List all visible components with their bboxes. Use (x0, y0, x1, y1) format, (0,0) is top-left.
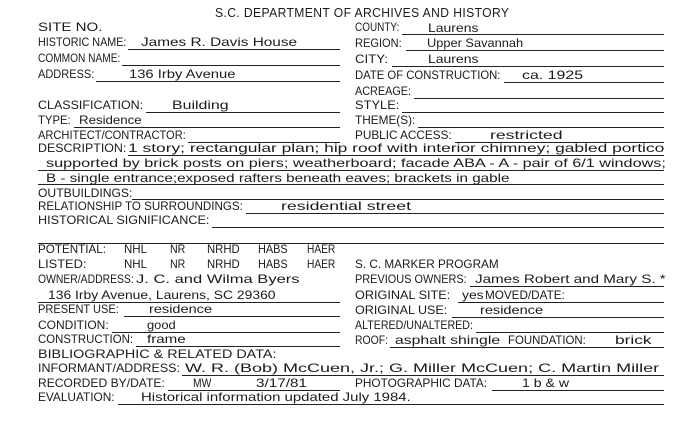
recorded-date-value: 3/17/81 (256, 376, 308, 390)
historic-name-label: HISTORIC NAME: (38, 35, 127, 49)
foundation-value: brick (615, 333, 652, 347)
style-line (402, 112, 664, 113)
region-label: REGION: (355, 36, 402, 50)
previous-owners-value: James Robert and Mary S. * (475, 272, 666, 286)
description-line-2: supported by brick posts on piers; weatherboard; facade ABA - A - pair of 6/1 windows; (46, 156, 666, 170)
relationship-line (246, 213, 664, 214)
address-line (96, 81, 340, 82)
city-value: Laurens (428, 52, 479, 66)
photographic-value: 1 b & w (522, 376, 570, 390)
informant-label: INFORMANT/ADDRESS: (38, 361, 181, 375)
present-use-value: residence (149, 302, 213, 316)
listed-label: LISTED: (38, 257, 87, 271)
description-rule-3 (38, 184, 664, 185)
significance-line (212, 227, 664, 228)
address-label: ADDRESS: (38, 67, 95, 81)
photographic-line (492, 390, 664, 391)
previous-owners-label: PREVIOUS OWNERS: (355, 272, 467, 286)
historic-name-line (128, 49, 340, 50)
bibliographic-label: BIBLIOGRAPHIC & RELATED DATA: (38, 347, 277, 361)
potential-nrhd: NRHD (207, 242, 240, 256)
outbuildings-label: OUTBUILDINGS: (38, 186, 133, 200)
listed-haer: HAER (307, 257, 336, 271)
county-label: COUNTY: (355, 20, 400, 34)
description-line-3: B - single entrance;exposed rafters beneath eaves; brackets in gable (46, 171, 510, 185)
construction-value: frame (147, 332, 186, 346)
common-name-label: COMMON NAME: (38, 51, 121, 65)
evaluation-value: Historical information updated July 1984. (141, 390, 411, 404)
classification-label: CLASSIFICATION: (38, 98, 144, 112)
potential-label: POTENTIAL: (38, 242, 107, 256)
city-label: CITY: (355, 52, 389, 66)
form-title: S.C. DEPARTMENT OF ARCHIVES AND HISTORY (215, 6, 510, 20)
owner-value: J. C. and Wilma Byers (136, 272, 300, 286)
condition-value: good (147, 318, 176, 332)
public-access-value: restricted (490, 128, 563, 142)
present-use-line (124, 316, 340, 317)
owner-label: OWNER/ADDRESS: (38, 272, 134, 286)
county-value: Laurens (428, 21, 479, 35)
site-no-label: SITE NO. (38, 20, 103, 34)
significance-label: HISTORICAL SIGNIFICANCE: (38, 213, 210, 227)
original-site-value: yes (462, 288, 484, 302)
informant-value: W. R. (Bob) McCuen, Jr.; G. Miller McCuen; C. Martin Miller (185, 361, 660, 375)
potential-nr: NR (170, 242, 186, 256)
listed-nr: NR (170, 257, 186, 271)
relationship-value: residential street (281, 199, 412, 213)
original-use-label: ORIGINAL USE: (355, 303, 448, 317)
listed-habs: HABS (258, 257, 288, 271)
original-use-line (452, 317, 664, 318)
construction-label: CONSTRUCTION: (38, 332, 133, 346)
public-access-label: PUBLIC ACCESS: (355, 128, 452, 142)
original-use-value: residence (480, 303, 544, 317)
region-value: Upper Savannah (427, 36, 524, 50)
condition-label: CONDITION: (38, 318, 109, 332)
potential-haer: HAER (307, 242, 336, 256)
recorded-by-value: MW (193, 376, 212, 390)
photographic-label: PHOTOGRAPHIC DATA: (355, 376, 488, 390)
classification-line (146, 112, 340, 113)
description-line-1: 1 story; rectangular plan; hip roof with interior chimney; gabled portico (128, 141, 665, 155)
region-line (406, 50, 664, 51)
marker-program: S. C. MARKER PROGRAM (355, 257, 499, 271)
foundation-label: FOUNDATION: (508, 333, 586, 347)
relationship-label: RELATIONSHIP TO SURROUNDINGS: (38, 199, 243, 213)
recorded-label: RECORDED BY/DATE: (38, 376, 165, 390)
type-value: Residence (79, 113, 142, 127)
owner-address-value: 136 Irby Avenue, Laurens, SC 29360 (48, 288, 276, 302)
altered-label: ALTERED/UNALTERED: (355, 318, 473, 332)
roof-label: ROOF: (355, 333, 388, 347)
evaluation-label: EVALUATION: (38, 390, 115, 404)
historic-name-value: James R. Davis House (141, 35, 298, 49)
previous-owners-line (470, 286, 664, 287)
acreage-label: ACREAGE: (355, 84, 412, 98)
listed-nrhd: NRHD (207, 257, 240, 271)
moved-date-label: MOVED/DATE: (485, 288, 565, 302)
type-label: TYPE: (38, 113, 71, 127)
original-site-label: ORIGINAL SITE: (355, 288, 451, 302)
address-value: 136 Irby Avenue (129, 67, 236, 81)
listed-nhl: NHL (124, 257, 148, 271)
evaluation-line (118, 404, 664, 405)
themes-label: THEME(S): (355, 113, 416, 127)
description-label: DESCRIPTION: (38, 141, 127, 155)
date-label: DATE OF CONSTRUCTION: (355, 68, 501, 82)
potential-nhl: NHL (124, 242, 148, 256)
style-label: STYLE: (355, 98, 400, 112)
roof-foundation-line (390, 347, 664, 348)
architect-label: ARCHITECT/CONTRACTOR: (38, 128, 186, 142)
date-value: ca. 1925 (522, 68, 584, 82)
date-line (504, 82, 664, 83)
present-use-label: PRESENT USE: (38, 302, 119, 316)
roof-value: asphalt shingle (395, 333, 501, 347)
common-name-line (122, 65, 340, 66)
county-line (402, 34, 664, 35)
potential-habs: HABS (258, 242, 288, 256)
classification-value: Building (172, 98, 229, 112)
acreage-line (414, 98, 664, 99)
city-line (392, 66, 664, 67)
